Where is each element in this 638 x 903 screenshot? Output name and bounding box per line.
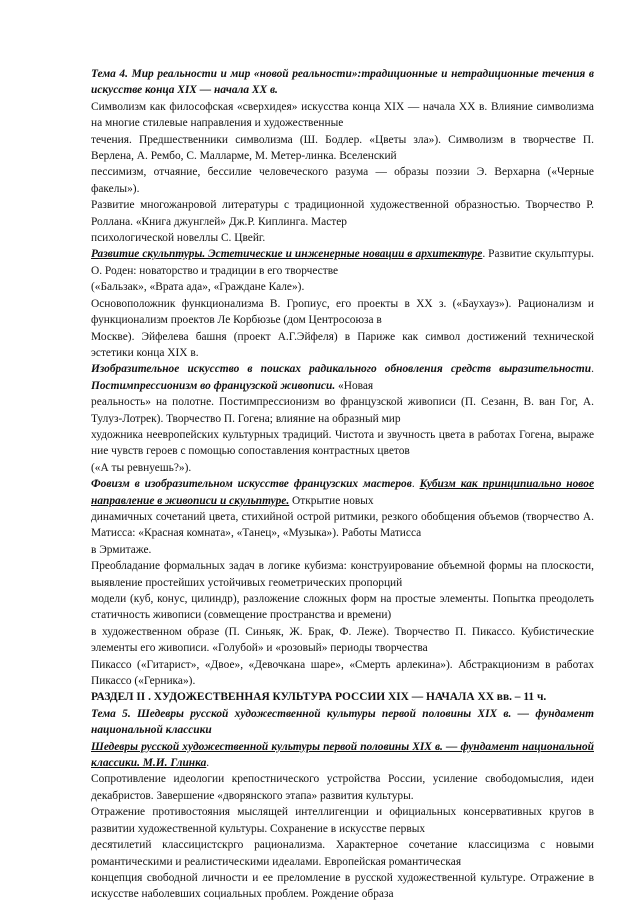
text-run: художника неевропейских культурных традиций. Чистота и звучность цвета в работах Гогена, выраже ние чувств героев с помощью сопоставления контрастных цветов — [91, 428, 594, 458]
text-run: Открытие новых — [289, 494, 374, 507]
paragraph — [91, 739, 594, 772]
paragraph — [91, 246, 594, 279]
paragraph — [91, 197, 594, 230]
text-run: Отражение противостояния мыслящей интеллигенции и официальных консервативных кругов в развитии художественной культуры. Сохранение в искусстве первых — [91, 806, 594, 835]
text-run: динамичных сочетаний цвета, стихийной острой ритмики, резкого обобщения объемов (творчество А. Матисса: «Красная комната», «Танец», «Музыка»). Работы Матисса — [91, 510, 594, 540]
paragraph — [91, 624, 594, 657]
paragraph — [91, 771, 594, 804]
paragraph — [91, 870, 594, 903]
text-run: в Эрмитаже. — [91, 543, 152, 556]
text-run: концепция свободной личности и ее преломление в русской художественной культуре. Отражение в искусстве наболевших социальных проблем. Рождение образа — [91, 871, 594, 901]
text-run: Развитие скульптуры. Эстетические и инженерные новации в архитектуре — [91, 248, 483, 261]
paragraph — [91, 689, 594, 705]
paragraph — [91, 460, 594, 476]
text-run: реальность» на полотне. Постимпрессионизм во французской живописи (П. Сезанн, В. ван Гог, А. Тулуз-Лотрек). Творчество П. Гогена; влияние на образный мир — [91, 396, 594, 425]
paragraph — [91, 164, 594, 197]
paragraph — [91, 542, 594, 558]
document-body — [91, 66, 594, 903]
text-run: Тема 4. Мир реальности и мир «новой реальности»:традиционные и нетрадиционные течения в искусстве конца XIX — начала XX в. — [91, 68, 594, 97]
text-run: РАЗДЕЛ II . ХУДОЖЕСТВЕННАЯ КУЛЬТУРА РОССИИ XIX — НАЧАЛА XX вв. – 11 ч. — [91, 691, 547, 704]
paragraph — [91, 394, 594, 427]
paragraph — [91, 230, 594, 246]
text-run: («Бальзак», «Врата ада», «Граждане Кале»). — [91, 281, 305, 294]
text-run: Москве). Эйфелева башня (проект А.Г.Эйфеля) в Париже как символ достижений технической эстетики конца XIX в. — [91, 330, 594, 359]
paragraph — [91, 99, 594, 132]
text-run: «Новая — [335, 379, 374, 392]
text-run: («А ты ревнуешь?»). — [91, 461, 192, 474]
paragraph — [91, 427, 594, 460]
paragraph — [91, 476, 594, 509]
text-run: Символизм как философская «сверхидея» искусства конца XIX — начала XX в. Влияние символизма на многие стилевые направления и художественные — [91, 100, 594, 130]
text-run: Фовизм в изобразительном искусстве французских мастеров — [91, 478, 412, 491]
paragraph — [91, 132, 594, 165]
text-run: течения. Предшественники символизма (Ш. Бодлер. «Цветы зла»). Символизм в творчестве П. Верлена, А. Рембо, С. Малларме, М. Метер-линка. Вселенский — [91, 133, 594, 163]
text-run: Постимпрессионизм во французской живописи. — [91, 379, 336, 392]
text-run: . — [206, 757, 210, 770]
text-run: Шедевры русской художественной культуры первой половины XIX в. — фундамент национальной классики. М.И. Глинка — [91, 740, 594, 770]
paragraph — [91, 279, 594, 295]
text-run: Тема 5. Шедевры русской художественной культуры первой половины XIX в. — фундамент национальной классики — [91, 707, 594, 737]
paragraph — [91, 804, 594, 837]
paragraph — [91, 657, 594, 690]
text-run: Пикассо («Гитарист», «Двое», «Девочканa шаре», «Смерть арлекина»). Абстракционизм в работах Пикассо («Герника»). — [91, 658, 594, 688]
text-run: пессимизм, отчаяние, бессилие человеческого разума — образы поэзии Э. Верхарна («Черные факелы»). — [91, 166, 594, 195]
text-run: в художественном образе (П. Синьяк, Ж. Брак, Ф. Леже). Творчество П. Пикассо. Кубистические элементы его живописи. «Голубой» и «розовый» периоды творчества — [91, 625, 594, 655]
paragraph — [91, 329, 594, 362]
text-run: десятилетий классицистскрго рационализма. Характерное сочетание классицизма с новыми романтическими и реалистическими идеалами. Европейская романтическая — [91, 839, 594, 868]
text-run: психологической новеллы С. Цвейг. — [91, 232, 266, 245]
paragraph — [91, 66, 594, 99]
paragraph — [91, 296, 594, 329]
text-run: модели (куб, конус, цилиндр), разложение сложных форм на простые элементы. Попытка преодолеть статичность живописи (совмещение пространства и времени) — [91, 593, 594, 622]
text-run: Развитие многожанровой литературы с традиционной художественной образностью. Творчество Р. Роллана. «Книга джунглей» Дж.Р. Киплинга. Мастер — [91, 199, 594, 228]
paragraph — [91, 591, 594, 624]
paragraph — [91, 558, 594, 591]
text-run: Основоположник функционализма В. Гропиус, его проекты в XX з. («Баухауз»). Рационализм и функционализм проектов Ле Корбюзье (дом Центросоюза в — [91, 297, 594, 327]
text-run: . — [411, 478, 420, 491]
text-run: Кубизм как принципиально новое направление в живописи и скульптуре. — [91, 478, 594, 507]
text-run: . — [591, 363, 594, 376]
text-run: Изобразительное искусство в поисках радикального обновления средств выразительности — [91, 363, 592, 376]
text-run: Сопротивление идеологии крепостнического устройства России, усиление свободомыслия, идеи декабристов. Завершение «дворянского этапа» развития культуры. — [91, 773, 594, 802]
paragraph — [91, 837, 594, 870]
paragraph — [91, 706, 594, 739]
paragraph — [91, 509, 594, 542]
text-run: Преобладание формальных задач в логике кубизма: конструирование объемной формы на плоскости, выявление простейших устойчивых геометрических пропорций — [91, 560, 594, 589]
paragraph — [91, 361, 594, 394]
text-run: . Развитие скульптуры. О. Роден: новаторство и традиции в его творчестве — [91, 248, 594, 277]
